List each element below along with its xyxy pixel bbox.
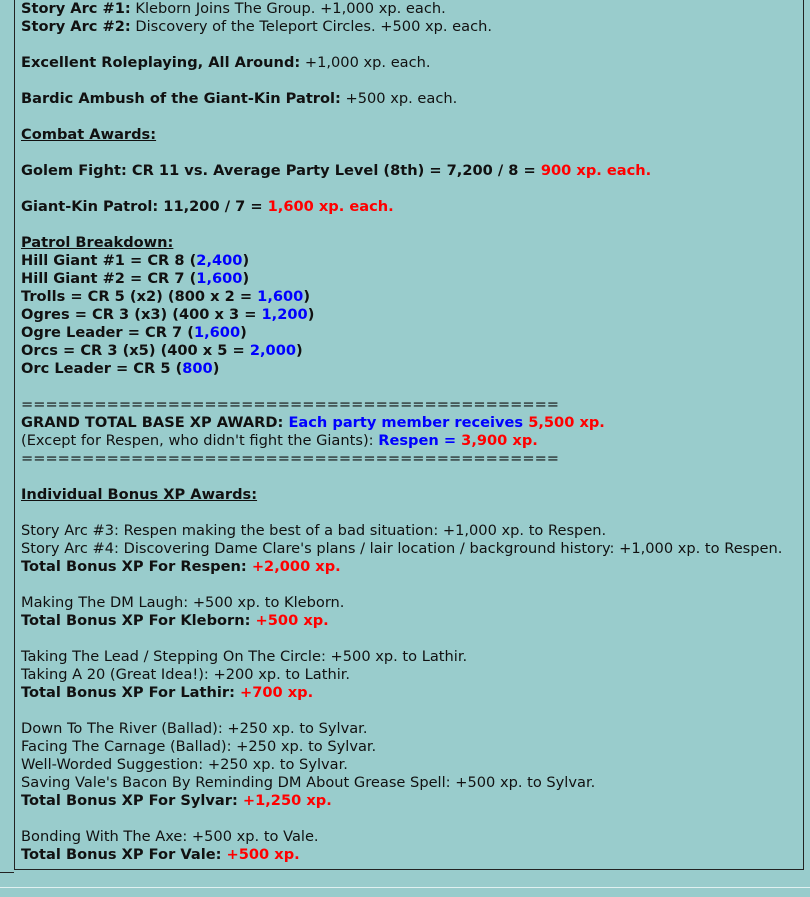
bonus-line: Story Arc #3: Respen making the best of a bad situation: +1,000 xp. to Respen. — [21, 522, 607, 539]
bonus-line: Well-Worded Suggestion: +250 xp. to Sylvar. — [21, 756, 348, 773]
breakdown-row: Orc Leader = CR 5 (800) — [21, 360, 220, 377]
ambush-award: Bardic Ambush of the Giant-Kin Patrol: +500 xp. each. — [21, 90, 458, 107]
breakdown-row: Hill Giant #1 = CR 8 (2,400) — [21, 252, 250, 269]
breakdown-row: Hill Giant #2 = CR 7 (1,600) — [21, 270, 250, 287]
story-arc-1: Story Arc #1: Kleborn Joins The Group. +1,000 xp. each. — [21, 0, 446, 17]
individual-heading: Individual Bonus XP Awards: — [21, 486, 258, 503]
bonus-line: Bonding With The Axe: +500 xp. to Vale. — [21, 828, 319, 845]
post-body — [14, 0, 804, 870]
breakdown-row: Ogres = CR 3 (x3) (400 x 3 = 1,200) — [21, 306, 315, 323]
bonus-line: Facing The Carnage (Ballad): +250 xp. to Sylvar. — [21, 738, 377, 755]
bonus-total-lathir: Total Bonus XP For Lathir: +700 xp. — [21, 684, 314, 701]
golem-award: Golem Fight: CR 11 vs. Average Party Level (8th) = 7,200 / 8 = 900 xp. each. — [21, 162, 652, 179]
grand-total: GRAND TOTAL BASE XP AWARD: Each party member receives 5,500 xp. — [21, 414, 605, 431]
breakdown-heading: Patrol Breakdown: — [21, 234, 174, 251]
patrol-award: Giant-Kin Patrol: 11,200 / 7 = 1,600 xp. each. — [21, 198, 394, 215]
breakdown-row: Ogre Leader = CR 7 (1,600) — [21, 324, 247, 341]
bonus-line: Taking The Lead / Stepping On The Circle: +500 xp. to Lathir. — [21, 648, 468, 665]
divider-rule-top: ============================================ — [21, 396, 560, 413]
bonus-line: Story Arc #4: Discovering Dame Clare's plans / lair location / background history: +1,000 xp. to Respen. — [21, 540, 783, 557]
bonus-line: Making The DM Laugh: +500 xp. to Kleborn. — [21, 594, 345, 611]
respen-exception: (Except for Respen, who didn't fight the Giants): Respen = 3,900 xp. — [21, 432, 538, 449]
bonus-total-sylvar: Total Bonus XP For Sylvar: +1,250 xp. — [21, 792, 332, 809]
frame-edge — [0, 872, 14, 873]
footer-divider — [0, 887, 810, 888]
combat-heading: Combat Awards: — [21, 126, 157, 143]
breakdown-row: Orcs = CR 3 (x5) (400 x 5 = 2,000) — [21, 342, 303, 359]
bonus-line: Down To The River (Ballad): +250 xp. to Sylvar. — [21, 720, 368, 737]
story-arc-2: Story Arc #2: Discovery of the Teleport Circles. +500 xp. each. — [21, 18, 493, 35]
bonus-total-vale: Total Bonus XP For Vale: +500 xp. — [21, 846, 300, 863]
bonus-line: Saving Vale's Bacon By Reminding DM About Grease Spell: +500 xp. to Sylvar. — [21, 774, 596, 791]
bonus-line: Taking A 20 (Great Idea!): +200 xp. to Lathir. — [21, 666, 351, 683]
post-content — [15, 0, 803, 864]
divider-rule-bottom: ============================================ — [21, 450, 560, 467]
bonus-total-respen: Total Bonus XP For Respen: +2,000 xp. — [21, 558, 341, 575]
roleplay-award: Excellent Roleplaying, All Around: +1,000 xp. each. — [21, 54, 431, 71]
breakdown-row: Trolls = CR 5 (x2) (800 x 2 = 1,600) — [21, 288, 311, 305]
bonus-total-kleborn: Total Bonus XP For Kleborn: +500 xp. — [21, 612, 329, 629]
